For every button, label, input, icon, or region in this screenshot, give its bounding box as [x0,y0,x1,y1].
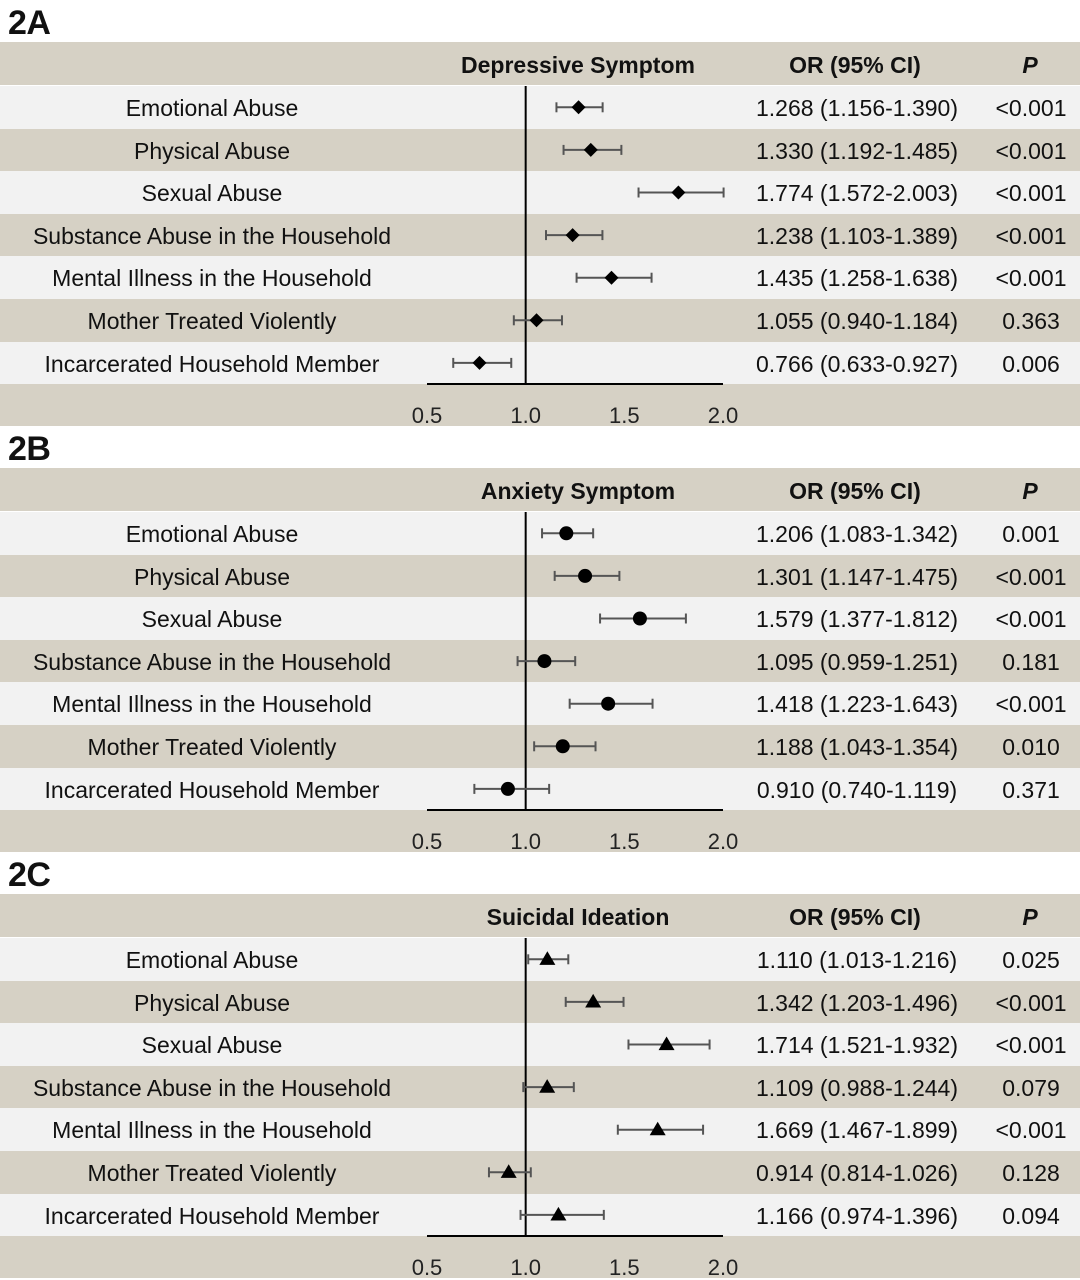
estimate-diamond [546,228,602,242]
p-value: 0.001 [1002,521,1060,547]
p-value: <0.001 [995,563,1067,590]
row-label: Mother Treated Violently [87,308,337,334]
odds-ratio-ci: 1.301 (1.147-1.475) [755,563,959,590]
odds-ratio-ci: 1.330 (1.192-1.485) [755,137,959,164]
p-value: 0.363 [1002,308,1060,334]
outcome-title: Suicidal Ideation [486,904,670,930]
estimate-circle [534,739,595,753]
row-label: Incarcerated Household Member [44,776,380,803]
x-tick-label: 2.0 [707,403,739,428]
odds-ratio-ci: 0.914 (0.814-1.026) [755,1160,959,1186]
row-label: Substance Abuse in the Household [32,222,392,249]
p-value: <0.001 [995,137,1067,164]
point-estimate-circle [559,526,573,540]
row-label: Mental Illness in the Household [52,1117,372,1144]
point-estimate-triangle [539,1079,555,1093]
forest-plot-area [0,0,1080,428]
panel-label: 2B [8,430,51,468]
row-label: Mother Treated Violently [87,1160,337,1186]
p-value: <0.001 [995,1117,1067,1144]
odds-ratio-ci: 1.238 (1.103-1.389) [755,222,959,249]
estimate-diamond [564,143,622,157]
p-value: <0.001 [995,222,1067,249]
odds-ratio-ci: 0.910 (0.740-1.119) [756,776,958,803]
odds-ratio-ci: 1.579 (1.377-1.812) [755,606,959,633]
row-label: Physical Abuse [134,563,290,590]
row-label: Sexual Abuse [141,180,283,207]
row-label: Emotional Abuse [125,521,299,547]
p-value: <0.001 [995,606,1067,633]
panel-label: 2A [8,4,51,42]
row-label: Incarcerated Household Member [44,1202,380,1229]
x-tick-label: 0.5 [411,403,443,428]
p-value: 0.128 [1002,1160,1060,1186]
estimate-circle [542,526,593,540]
estimate-diamond [639,186,724,200]
estimate-diamond [556,100,602,114]
estimate-triangle [528,951,568,965]
point-estimate-circle [601,697,615,711]
estimate-triangle [523,1079,574,1093]
point-estimate-triangle [539,951,555,965]
point-estimate-triangle [550,1207,566,1221]
estimate-circle [570,697,653,711]
odds-ratio-ci: 1.669 (1.467-1.899) [755,1117,959,1144]
estimate-triangle [618,1122,703,1136]
row-label: Mother Treated Violently [87,734,337,760]
point-estimate-diamond [605,271,619,285]
p-value: 0.181 [1002,648,1060,675]
estimate-circle [474,782,549,796]
odds-ratio-ci: 1.435 (1.258-1.638) [755,265,959,292]
p-value-header: P [1022,52,1038,78]
estimate-triangle [489,1164,531,1178]
outcome-title: Depressive Symptom [461,52,695,78]
point-estimate-triangle [585,994,601,1008]
panel-label: 2C [8,856,51,894]
p-value: 0.010 [1002,734,1060,760]
row-label: Sexual Abuse [141,606,283,633]
p-value: 0.079 [1002,1074,1060,1101]
p-value: <0.001 [995,95,1067,121]
x-tick-label: 1.0 [510,1255,541,1280]
row-label: Incarcerated Household Member [44,350,380,377]
point-estimate-diamond [572,100,586,114]
odds-ratio-ci: 1.774 (1.572-2.003) [755,180,959,207]
x-tick-label: 2.0 [707,829,739,854]
odds-ratio-ci: 1.206 (1.083-1.342) [755,521,959,547]
or-ci-header: OR (95% CI) [789,52,921,78]
row-label: Mental Illness in the Household [52,691,372,718]
p-value: <0.001 [995,691,1067,718]
p-value: 0.025 [1002,947,1060,973]
x-tick-label: 1.0 [510,829,541,854]
p-value: <0.001 [995,265,1067,292]
odds-ratio-ci: 1.166 (0.974-1.396) [755,1202,959,1229]
estimate-triangle [628,1037,709,1051]
row-label: Emotional Abuse [125,95,299,121]
p-value: 0.371 [1002,776,1060,803]
point-estimate-circle [537,654,551,668]
point-estimate-circle [501,782,515,796]
odds-ratio-ci: 1.418 (1.223-1.643) [755,691,959,718]
x-tick-label: 1.5 [609,403,640,428]
outcome-title: Anxiety Symptom [480,478,676,504]
point-estimate-diamond [472,356,486,370]
estimate-triangle [521,1207,604,1221]
odds-ratio-ci: 1.109 (0.988-1.244) [755,1074,959,1101]
x-tick-label: 1.5 [609,829,640,854]
point-estimate-diamond [530,313,544,327]
odds-ratio-ci: 1.268 (1.156-1.390) [755,95,959,121]
point-estimate-diamond [584,143,598,157]
p-value: 0.006 [1002,350,1060,377]
point-estimate-circle [578,569,592,583]
point-estimate-triangle [501,1164,517,1178]
row-label: Physical Abuse [134,989,290,1016]
p-value: <0.001 [995,1032,1067,1059]
estimate-triangle [566,994,624,1008]
estimate-diamond [577,271,652,285]
x-tick-label: 2.0 [707,1255,739,1280]
x-tick-label: 1.5 [609,1255,640,1280]
point-estimate-triangle [659,1037,675,1051]
point-estimate-diamond [566,228,580,242]
or-ci-header: OR (95% CI) [789,478,921,504]
row-label: Emotional Abuse [125,947,299,973]
forest-plot-area [0,426,1080,854]
row-label: Substance Abuse in the Household [32,648,392,675]
x-tick-label: 1.0 [510,403,541,428]
row-label: Mental Illness in the Household [52,265,372,292]
row-label: Physical Abuse [134,137,290,164]
x-tick-label: 0.5 [411,829,443,854]
estimate-circle [555,569,620,583]
point-estimate-triangle [650,1122,666,1136]
odds-ratio-ci: 0.766 (0.633-0.927) [755,350,959,377]
estimate-circle [600,612,686,626]
forest-panel-2a [0,0,1080,428]
p-value: 0.094 [1002,1202,1060,1229]
forest-panel-2c [0,852,1080,1280]
odds-ratio-ci: 1.095 (0.959-1.251) [755,648,959,675]
odds-ratio-ci: 1.055 (0.940-1.184) [755,308,959,334]
point-estimate-circle [556,739,570,753]
x-tick-label: 0.5 [411,1255,443,1280]
forest-plot-area [0,852,1080,1280]
estimate-diamond [453,356,511,370]
odds-ratio-ci: 1.342 (1.203-1.496) [755,989,959,1016]
p-value: <0.001 [995,180,1067,207]
point-estimate-circle [633,612,647,626]
p-value: <0.001 [995,989,1067,1016]
odds-ratio-ci: 1.110 (1.013-1.216) [756,947,958,973]
p-value-header: P [1022,478,1038,504]
point-estimate-diamond [671,186,685,200]
row-label: Substance Abuse in the Household [32,1074,392,1101]
row-label: Sexual Abuse [141,1032,283,1059]
forest-panel-2b [0,426,1080,854]
estimate-diamond [514,313,562,327]
odds-ratio-ci: 1.714 (1.521-1.932) [755,1032,959,1059]
or-ci-header: OR (95% CI) [789,904,921,930]
odds-ratio-ci: 1.188 (1.043-1.354) [755,734,959,760]
p-value-header: P [1022,904,1038,930]
